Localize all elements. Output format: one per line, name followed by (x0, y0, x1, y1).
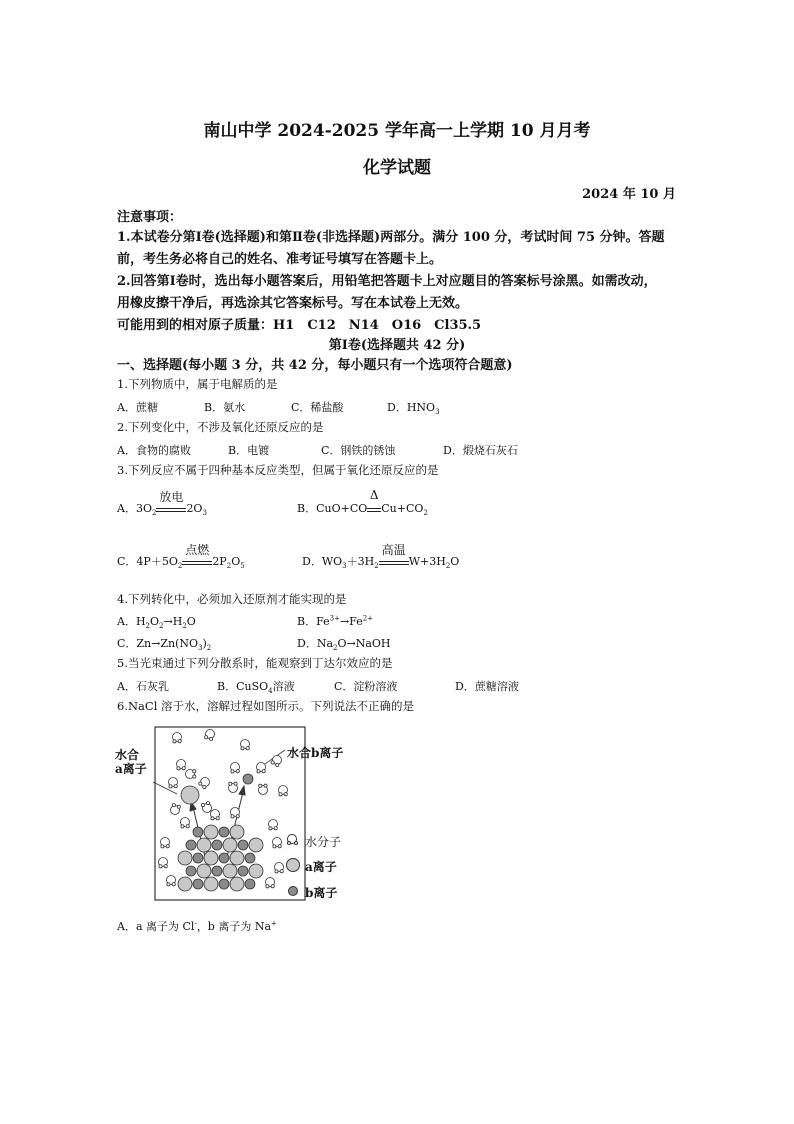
hydrogen-atom (199, 782, 202, 785)
a-ion (223, 838, 237, 852)
b-ion (245, 853, 255, 863)
hydrogen-atom (177, 805, 180, 808)
note-1a: 1.本试卷分第Ⅰ卷(选择题)和第Ⅱ卷(非选择题)两部分。满分 100 分，考试时间 75 分钟。答题 (117, 230, 665, 245)
a-ion (249, 838, 263, 852)
q3-b-condition: Δ (369, 488, 379, 502)
q4-stem: 4.下列转化中，必须加入还原剂才能实现的是 (117, 592, 347, 606)
hydrogen-atom (241, 747, 244, 750)
q3-option-a: A．$3O_2$ 放电 $2O_3$ (117, 490, 207, 518)
q4-option-d: D．$Na_2O\to NaOH$ (297, 637, 391, 653)
q1-option-c: C．稀盐酸 (291, 401, 344, 414)
q2-option-c: C．钢铁的锈蚀 (321, 444, 396, 457)
hydrogen-atom (209, 737, 212, 740)
hydrogen-atom (236, 815, 239, 818)
hydrogen-atom (276, 763, 279, 766)
hydrogen-atom (269, 827, 272, 830)
hydrogen-atom (159, 865, 162, 868)
hydrogen-atom (206, 801, 209, 804)
hydrogen-atom (275, 870, 278, 873)
a-ion (230, 851, 244, 865)
hydrogen-atom (193, 770, 196, 773)
hydrogen-atom (229, 782, 232, 785)
a-ion (204, 825, 218, 839)
hydrogen-atom (174, 785, 177, 788)
exam-subtitle: 化学试题 (363, 158, 431, 178)
section-title: 第Ⅰ卷(选择题共 42 分) (328, 338, 466, 353)
b-ion (219, 853, 229, 863)
hydrated-b-ion (243, 774, 253, 784)
b-ion (186, 866, 196, 876)
a-ion (230, 877, 244, 891)
hydrogen-atom (203, 785, 206, 788)
q6-stem: 6.NaCl 溶于水，溶解过程如图所示。下列说法不正确的是 (117, 699, 415, 713)
hydrated-a-ion (181, 786, 199, 804)
hydrogen-atom (182, 767, 185, 770)
hydrogen-atom (177, 767, 180, 770)
atomic-mass: 可能用到的相对原子质量：H1 C12 N14 O16 Cl35.5 (117, 318, 482, 333)
legend-water-label: 水分子 (305, 835, 342, 849)
hydrogen-atom (284, 793, 287, 796)
q2-stem: 2.下列变化中，不涉及氧化还原反应的是 (117, 420, 324, 434)
a-ion (223, 864, 237, 878)
legend-a-label: a离子 (305, 860, 337, 874)
b-ion (193, 853, 203, 863)
b-ion (186, 840, 196, 850)
a-ion (230, 825, 244, 839)
q2-option-a: A．食物的腐败 (117, 444, 191, 457)
hydrogen-atom (211, 817, 214, 820)
q5-option-c: C．淀粉溶液 (334, 680, 398, 693)
hydrogen-atom (167, 883, 170, 886)
hydrogen-atom (181, 825, 184, 828)
q5-option-a: A．石灰乳 (117, 680, 169, 693)
hydrated-ions (169, 763, 268, 815)
b-ion (219, 879, 229, 889)
a-ion (204, 877, 218, 891)
note-2b: 用橡皮擦干净后，再选涂其它答案标号。写在本试卷上无效。 (117, 296, 469, 311)
hydrogen-atom (164, 865, 167, 868)
q2-option-b: B．电镀 (228, 444, 270, 457)
hydrogen-atom (166, 845, 169, 848)
hydrogen-atom (173, 740, 176, 743)
q1-option-b: B．氨水 (204, 401, 246, 414)
hydrogen-atom (274, 827, 277, 830)
q4-option-c: C．$Zn\to Zn(NO_3)_2$ (117, 637, 212, 653)
hydrogen-atom (262, 770, 265, 773)
hydrogen-atom (234, 782, 237, 785)
fig-label-hydrated-a: 水合 a离子 (115, 748, 147, 776)
hydrogen-atom (172, 804, 175, 807)
exam-title: 南山中学 2024-2025 学年高一上学期 10 月月考 (203, 121, 591, 141)
hydrogen-atom (205, 736, 208, 739)
q3-option-c: C．$4P+5O_2$ 点燃 $2P_2O_5$ (117, 543, 245, 571)
q3-a-condition: 放电 (159, 490, 184, 504)
hydrogen-atom (193, 775, 196, 778)
q1-stem: 1.下列物质中，属于电解质的是 (117, 377, 278, 391)
q3-option-b: B．CuO+CO Δ $Cu+CO_2$ (297, 488, 428, 518)
b-ion (193, 879, 203, 889)
legend (287, 835, 300, 896)
q3-c-condition: 点燃 (185, 543, 210, 557)
hydrogen-atom (236, 770, 239, 773)
legend-b-label: b离子 (305, 886, 338, 900)
b-ion (245, 879, 255, 889)
fig-label-hydrated-b: 水合b离子 (287, 746, 344, 760)
hydrogen-atom (178, 740, 181, 743)
b-ion (238, 840, 248, 850)
hydrogen-atom (280, 870, 283, 873)
q2-option-d: D．煅烧石灰石 (443, 444, 518, 457)
legend-a-ion-icon (287, 859, 300, 872)
q5-option-d: D．蔗糖溶液 (455, 680, 519, 693)
a-ion (197, 864, 211, 878)
a-ion (178, 851, 192, 865)
hydrogen-atom (259, 784, 262, 787)
hydrogen-atom (273, 845, 276, 848)
hydrogen-atom (216, 817, 219, 820)
q3-d-condition: 高温 (381, 543, 406, 557)
hydrogen-atom (172, 883, 175, 886)
hydrogen-atom (264, 784, 267, 787)
hydrogen-atom (271, 885, 274, 888)
q3-option-d: D．$WO_3+3H_2$ 高温 $W+3H_2O$ (302, 543, 460, 571)
note-1b: 前，考生务必将自己的姓名、准考证号填写在答题卡上。 (117, 252, 443, 267)
b-ion (193, 827, 203, 837)
hydrogen-atom (266, 885, 269, 888)
q4-option-a: A．$H_2O_2\to H_2O$ (117, 615, 196, 631)
exam-date: 2024 年 10 月 (582, 187, 676, 202)
hydrogen-atom (169, 785, 172, 788)
q6-option-a: A．a 离子为 Cl-，b 离子为 Na+ (117, 919, 277, 933)
nacl-crystal (178, 825, 263, 891)
q5-option-b: B．CuSO$_4$溶液 (217, 680, 295, 696)
note-2a: 2.回答第Ⅰ卷时，选出每小题答案后，用铅笔把答题卡上对应题目的答案标号涂黑。如需改动， (117, 274, 657, 289)
a-ion (249, 864, 263, 878)
b-ion (219, 827, 229, 837)
q1-option-a: A．蔗糖 (117, 401, 158, 414)
q4-option-b: B．$Fe^{3+}\to Fe^{2+}$ (297, 614, 374, 628)
hydrogen-atom (278, 845, 281, 848)
q1-option-d: D．$HNO_3$ (387, 401, 440, 417)
hydrogen-atom (231, 770, 234, 773)
b-ion (212, 866, 222, 876)
hydrogen-atom (279, 793, 282, 796)
q5-stem: 5.当光束通过下列分散系时，能观察到丁达尔效应的是 (117, 656, 393, 670)
notes-heading: 注意事项： (117, 210, 183, 225)
hydrogen-atom (257, 770, 260, 773)
b-ion (212, 840, 222, 850)
part-title: 一、选择题(每小题 3 分，共 42 分，每小题只有一个选项符合题意) (117, 358, 513, 373)
hydrogen-atom (161, 845, 164, 848)
q3-stem: 3.下列反应不属于四种基本反应类型，但属于氧化还原反应的是 (117, 463, 439, 477)
hydrogen-atom (186, 825, 189, 828)
legend-b-ion-icon (289, 887, 298, 896)
hydrogen-atom (231, 815, 234, 818)
a-ion (178, 877, 192, 891)
hydrogen-atom (201, 803, 204, 806)
b-ion (238, 866, 248, 876)
a-ion (204, 851, 218, 865)
a-ion (197, 838, 211, 852)
hydrogen-atom (271, 761, 274, 764)
hydrogen-atom (246, 747, 249, 750)
